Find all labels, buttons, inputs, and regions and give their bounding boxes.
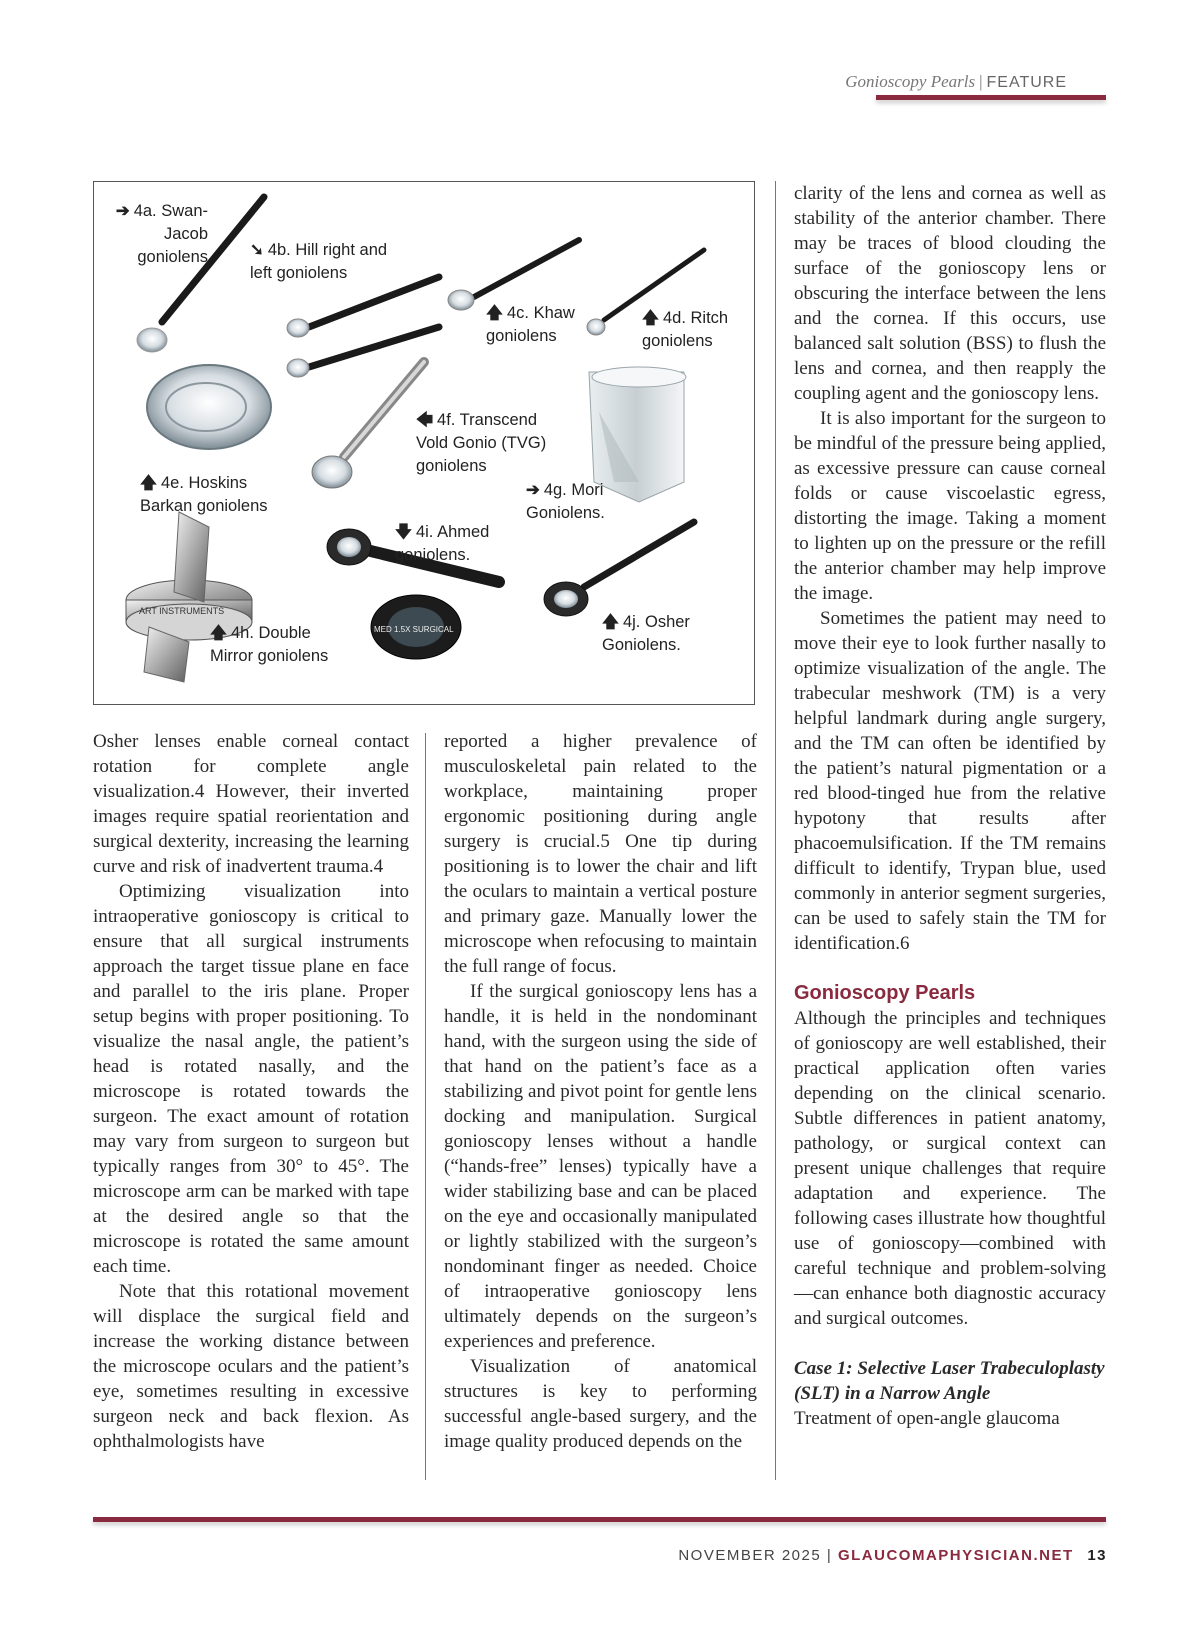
section-heading: Gonioscopy Pearls: [794, 982, 976, 1004]
label-4e: [140, 472, 280, 518]
col1-paragraph: Osher lenses enable corneal contact rotation for complete angle visualization.4 However, their inverted images require spatial reorientation and surgical dexterity, increasing the learning curve and risk of inadvertent trauma.4: [93, 731, 409, 877]
running-header: [845, 72, 1067, 92]
section-paragraph: Although the principles and techniques of gonioscopy are well established, their practical application often varies depending on the clinical scenario. Subtle differences in patient anatomy, pathology, or surgical context can present unique challenges that require adaptation and experience. The following cases illustrate how thoughtful use of gonioscopy—combined with careful technique and problem-solving—can enhance both diagnostic accuracy and surgical outcomes.: [794, 1008, 1106, 1329]
label-4j: [602, 611, 702, 657]
label-4h-text: 4h. Double Mirror goniolens: [210, 624, 329, 665]
label-4c-text: 4c. Khaw goniolens: [486, 304, 575, 345]
hoskins-barkan-lens-image: [147, 365, 271, 449]
col2-paragraph: If the surgical gonioscopy lens has a handle, it is held in the nondominant hand, with the surgeon using the side of that hand on the patient’s face as a stabilizing and pivot point for gentle lens docking and manipulation. Surgical gonioscopy lenses without a handle (“hands-free” lenses) typically have a wider stabilizing base and can be placed on the eye and occasionally manipulated or lightly stabilized with the surgeon’s nondominant finger as needed. Choice of intraoperative gonioscopy lens ultimately depends on the surgeon’s experiences and preference.: [444, 981, 757, 1352]
label-4a-text: 4a. Swan-Jacob goniolens: [133, 202, 208, 266]
instruments-imprint: ART INSTRUMENTS: [139, 606, 225, 616]
khaw-lens-image: [448, 240, 579, 310]
header-section: Gonioscopy Pearls: [845, 72, 976, 91]
label-4b: [250, 239, 410, 285]
label-4i-text: 4i. Ahmed goniolens.: [395, 523, 490, 564]
footer-separator: |: [826, 1547, 833, 1564]
label-4c: [486, 302, 586, 348]
arrow-down-icon: 🡇: [395, 523, 412, 541]
header-category: FEATURE: [986, 74, 1067, 91]
footer-site-link[interactable]: GLAUCOMAPHYSICIAN.NET: [837, 1547, 1074, 1564]
arrow-up-icon: 🡅: [602, 613, 619, 631]
arrow-up-icon: 🡅: [486, 304, 503, 322]
osher-lens-image: [544, 522, 694, 616]
label-4i: [395, 521, 495, 567]
label-4d: [642, 307, 742, 353]
surgical-lens-image: [371, 595, 461, 659]
column-divider: [775, 181, 776, 1480]
body-column-1: [93, 729, 409, 1454]
label-4a: [108, 200, 208, 269]
arrow-up-icon: 🡅: [642, 309, 659, 327]
label-4g-text: 4g. Mori Goniolens.: [526, 481, 605, 522]
page-footer: [678, 1547, 1107, 1564]
body-column-3: [794, 181, 1106, 1431]
col3-paragraph: clarity of the lens and cornea as well as stability of the anterior chamber. There may be traces of blood clouding the surface of the gonioscopy lens or obscuring the interface between the lens and the cornea. If this occurs, use balanced salt solution (BSS) to flush the lens and cornea, and then reapply the coupling agent and the gonioscopy lens.: [794, 183, 1106, 404]
label-4e-text: 4e. Hoskins Barkan goniolens: [140, 474, 268, 515]
surgical-imprint: MED 1.5X SURGICAL: [374, 625, 454, 634]
column-divider: [425, 733, 426, 1480]
arrow-up-icon: 🡅: [210, 624, 227, 642]
arrow-right-icon: ➔: [115, 202, 130, 220]
col1-paragraph: Note that this rotational movement will displace the surgical field and increase the working distance between the microscope oculars and the patient’s eye, sometimes resulting in excessive surgeon neck and back flexion. As ophthalmologists have: [93, 1281, 409, 1452]
hill-lens-image: [287, 277, 439, 377]
arrow-right-icon: ➔: [526, 481, 540, 499]
arrow-up-icon: 🡅: [140, 474, 157, 492]
label-4f-text: 4f. Transcend Vold Gonio (TVG) goniolens: [416, 411, 547, 475]
label-4h: [210, 622, 340, 668]
case-paragraph: Treatment of open-angle glaucoma: [794, 1408, 1060, 1429]
label-4d-text: 4d. Ritch goniolens: [642, 309, 729, 350]
label-4g: [526, 479, 616, 525]
col1-paragraph: Optimizing visualization into intraoperative gonioscopy is critical to ensure that all surgical instruments approach the target tissue plane en face and parallel to the iris plane. Proper setup begins with proper positioning. To visualize the nasal angle, the patient’s head is rotated nasally, and the microscope is rotated towards the surgeon. The exact amount of rotation may vary from surgeon to surgeon but typically ranges from 30° to 45°. The microscope arm can be marked with tape at the desired angle so that the microscope is rotated the same amount each time.: [93, 881, 409, 1277]
label-4f: [416, 409, 556, 478]
goniolens-figure: [93, 181, 755, 705]
col3-paragraph: Sometimes the patient may need to move their eye to look further nasally to optimize visualization of the angle. The trabecular meshwork (TM) is a very helpful landmark during angle surgery, and the TM can often be identified by the patient’s natural pigmentation or a red blood-tinged hue from the relative hypotony that results after phacoemulsification. If the TM remains difficult to identify, Trypan blue, used commonly in anterior segment surgeries, can be used to safely stain the TM for identification.6: [794, 608, 1106, 954]
label-4b-text: 4b. Hill right and left goniolens: [250, 241, 388, 282]
page-number: 13: [1087, 1547, 1107, 1564]
case-heading: Case 1: Selective Laser Trabeculoplasty (SLT) in a Narrow Angle: [794, 1358, 1105, 1404]
label-4j-text: 4j. Osher Goniolens.: [602, 613, 690, 654]
arrow-down-right-icon: ➘: [250, 241, 264, 259]
footer-rule: [93, 1517, 1106, 1522]
footer-date: NOVEMBER 2025: [678, 1547, 822, 1564]
arrow-left-icon: 🡄: [416, 411, 434, 429]
body-column-2: [444, 729, 757, 1454]
col2-paragraph: Visualization of anatomical structures is key to performing successful angle-based surgery, and the image quality produced depends on the: [444, 1356, 757, 1452]
col3-paragraph: It is also important for the surgeon to be mindful of the pressure being applied, as excessive pressure can cause corneal folds or cause viscoelastic egress, distorting the image. Taking a moment to lighten up on the pressure or the refill the anterior chamber may help improve the image.: [794, 408, 1106, 604]
header-rule: [876, 95, 1106, 100]
tvg-lens-image: [312, 362, 424, 488]
header-separator: |: [979, 72, 983, 91]
col2-paragraph: reported a higher prevalence of musculoskeletal pain related to the workplace, maintaining proper ergonomic positioning during angle surgery is crucial.5 One tip during positioning is to lower the chair and lift the oculars to maintain a vertical posture and primary gaze. Manually lower the microscope when refocusing to maintain the full range of focus.: [444, 731, 757, 977]
